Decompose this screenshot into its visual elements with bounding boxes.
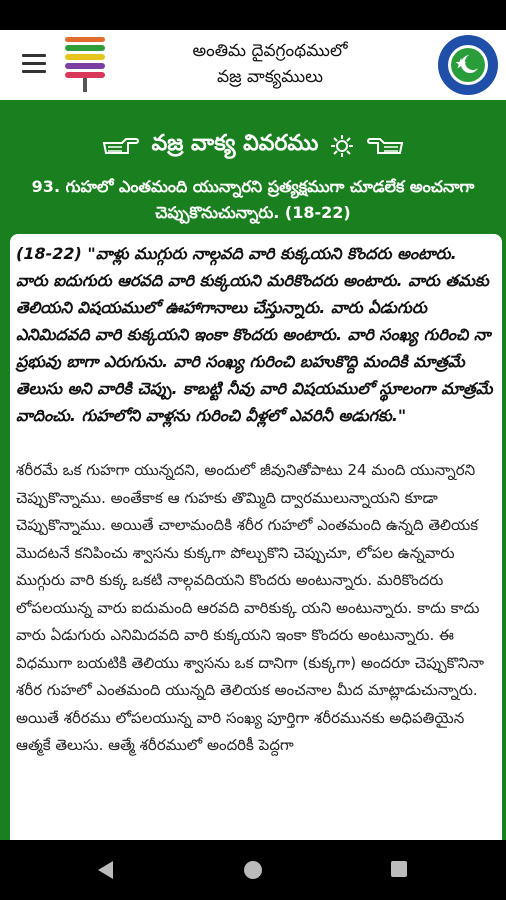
pointing-hand-right-icon xyxy=(102,135,140,157)
hamburger-menu-icon[interactable] xyxy=(22,54,46,74)
home-icon[interactable] xyxy=(244,861,262,879)
section-heading-text: వజ్ర వాక్య వివరము xyxy=(151,131,319,156)
app-title-line-2: వజ్ర వాక్యములు xyxy=(216,67,324,87)
verse-text: (18-22) "వాళ్లు ముగ్గురు నాల్గవది వారి కుక్కయని కొందరు అంటారు. వారు ఐదుగురు ఆరవది వారి కుక్కయని మరికొందరు అంటారు. వారు తమకు తెలియని విషయములో ఊహాగానాలు చేస్తున్నారు. వారు ఏడుగురు ఎనిమిదవది వారి కుక్కయని ఇంకా కొందరు అంటారు. వారి సంఖ్య గురించి నా ప్రభువు బాగా ఎరుగును. వారి సంఖ్య గురించి బహుకొద్ది మందికి మాత్రమే తెలుసు అని వారికి చెప్పు. కాబట్టి నీవు వారి విషయములో స్థూలంగా మాత్రమే వాదించు. గుహలోని వాళ్లను గురించి వీళ్లలో ఎవరినీ అడుగకు." xyxy=(16,244,493,425)
main-content xyxy=(0,100,506,840)
recent-apps-icon[interactable] xyxy=(391,861,407,877)
pointing-hand-left-icon xyxy=(366,135,404,157)
app-title xyxy=(130,38,410,90)
content-card[interactable] xyxy=(10,234,502,840)
verse-title: 93. గుహలో ఎంతమంది యున్నారని ప్రత్యక్షముగా చూడలేక అంచనాగా చెప్పుకొనుచున్నారు. (18-22) xyxy=(31,177,475,222)
gear-icon xyxy=(330,134,354,158)
app-title-line-1: అంతిమ దైవగ్రంథములో xyxy=(192,41,348,61)
commentary-text: శరీరమే ఒక గుహగా యున్నదని, అందులో జీవునితోపాటు 24 మంది యున్నారని చెప్పుకొన్నాము. అంతేకాక ఆ గుహకు తొమ్మిది ద్వారములున్నాయని కూడా చెప్పుకొన్నాము. అయితే చాలామందికి శరీర గుహలో ఎంతమంది ఉన్నది తెలియక మొదటనే కనిపించు శ్వాసను కుక్కగా పోల్చుకొని చెప్పుచూ, లోపల ఉన్నవారు ముగ్గురు వారి కుక్క ఒకటి నాల్గవదియని కొందరు అంటున్నారు. మరికొందరు లోపలయున్న వారు ఐదుమంది ఆరవది వారికుక్క యని అంటున్నారు. కాదు కాదు వారు ఏడుగురు ఎనిమిదవది వారి కుక్కయని ఇంకా కొందరు అంటున్నారు. ఈ విధముగా బయటికి తెలియు శ్వాసను ఒక దానిగా (కుక్కగా) అందరూ చెప్పుకొనినా శరీర గుహలో ఎంతమంది యున్నది తెలియక అంచనాల మీద మాట్లాడుచున్నారు. అయితే శరీరము లోపలయున్న వారి సంఖ్య పూర్తిగా శరీరమునకు అధిపతియైన ఆత్మకే తెలుసు. ఆత్మే శరీరములో అందరికీ పెద్దగా xyxy=(16,461,484,754)
back-icon[interactable] xyxy=(97,860,115,880)
status-bar xyxy=(0,0,506,30)
navigation-bar xyxy=(0,840,506,900)
organization-logo xyxy=(437,34,499,96)
app-logo xyxy=(62,34,108,96)
section-heading xyxy=(0,126,506,166)
app-bar xyxy=(0,30,506,100)
